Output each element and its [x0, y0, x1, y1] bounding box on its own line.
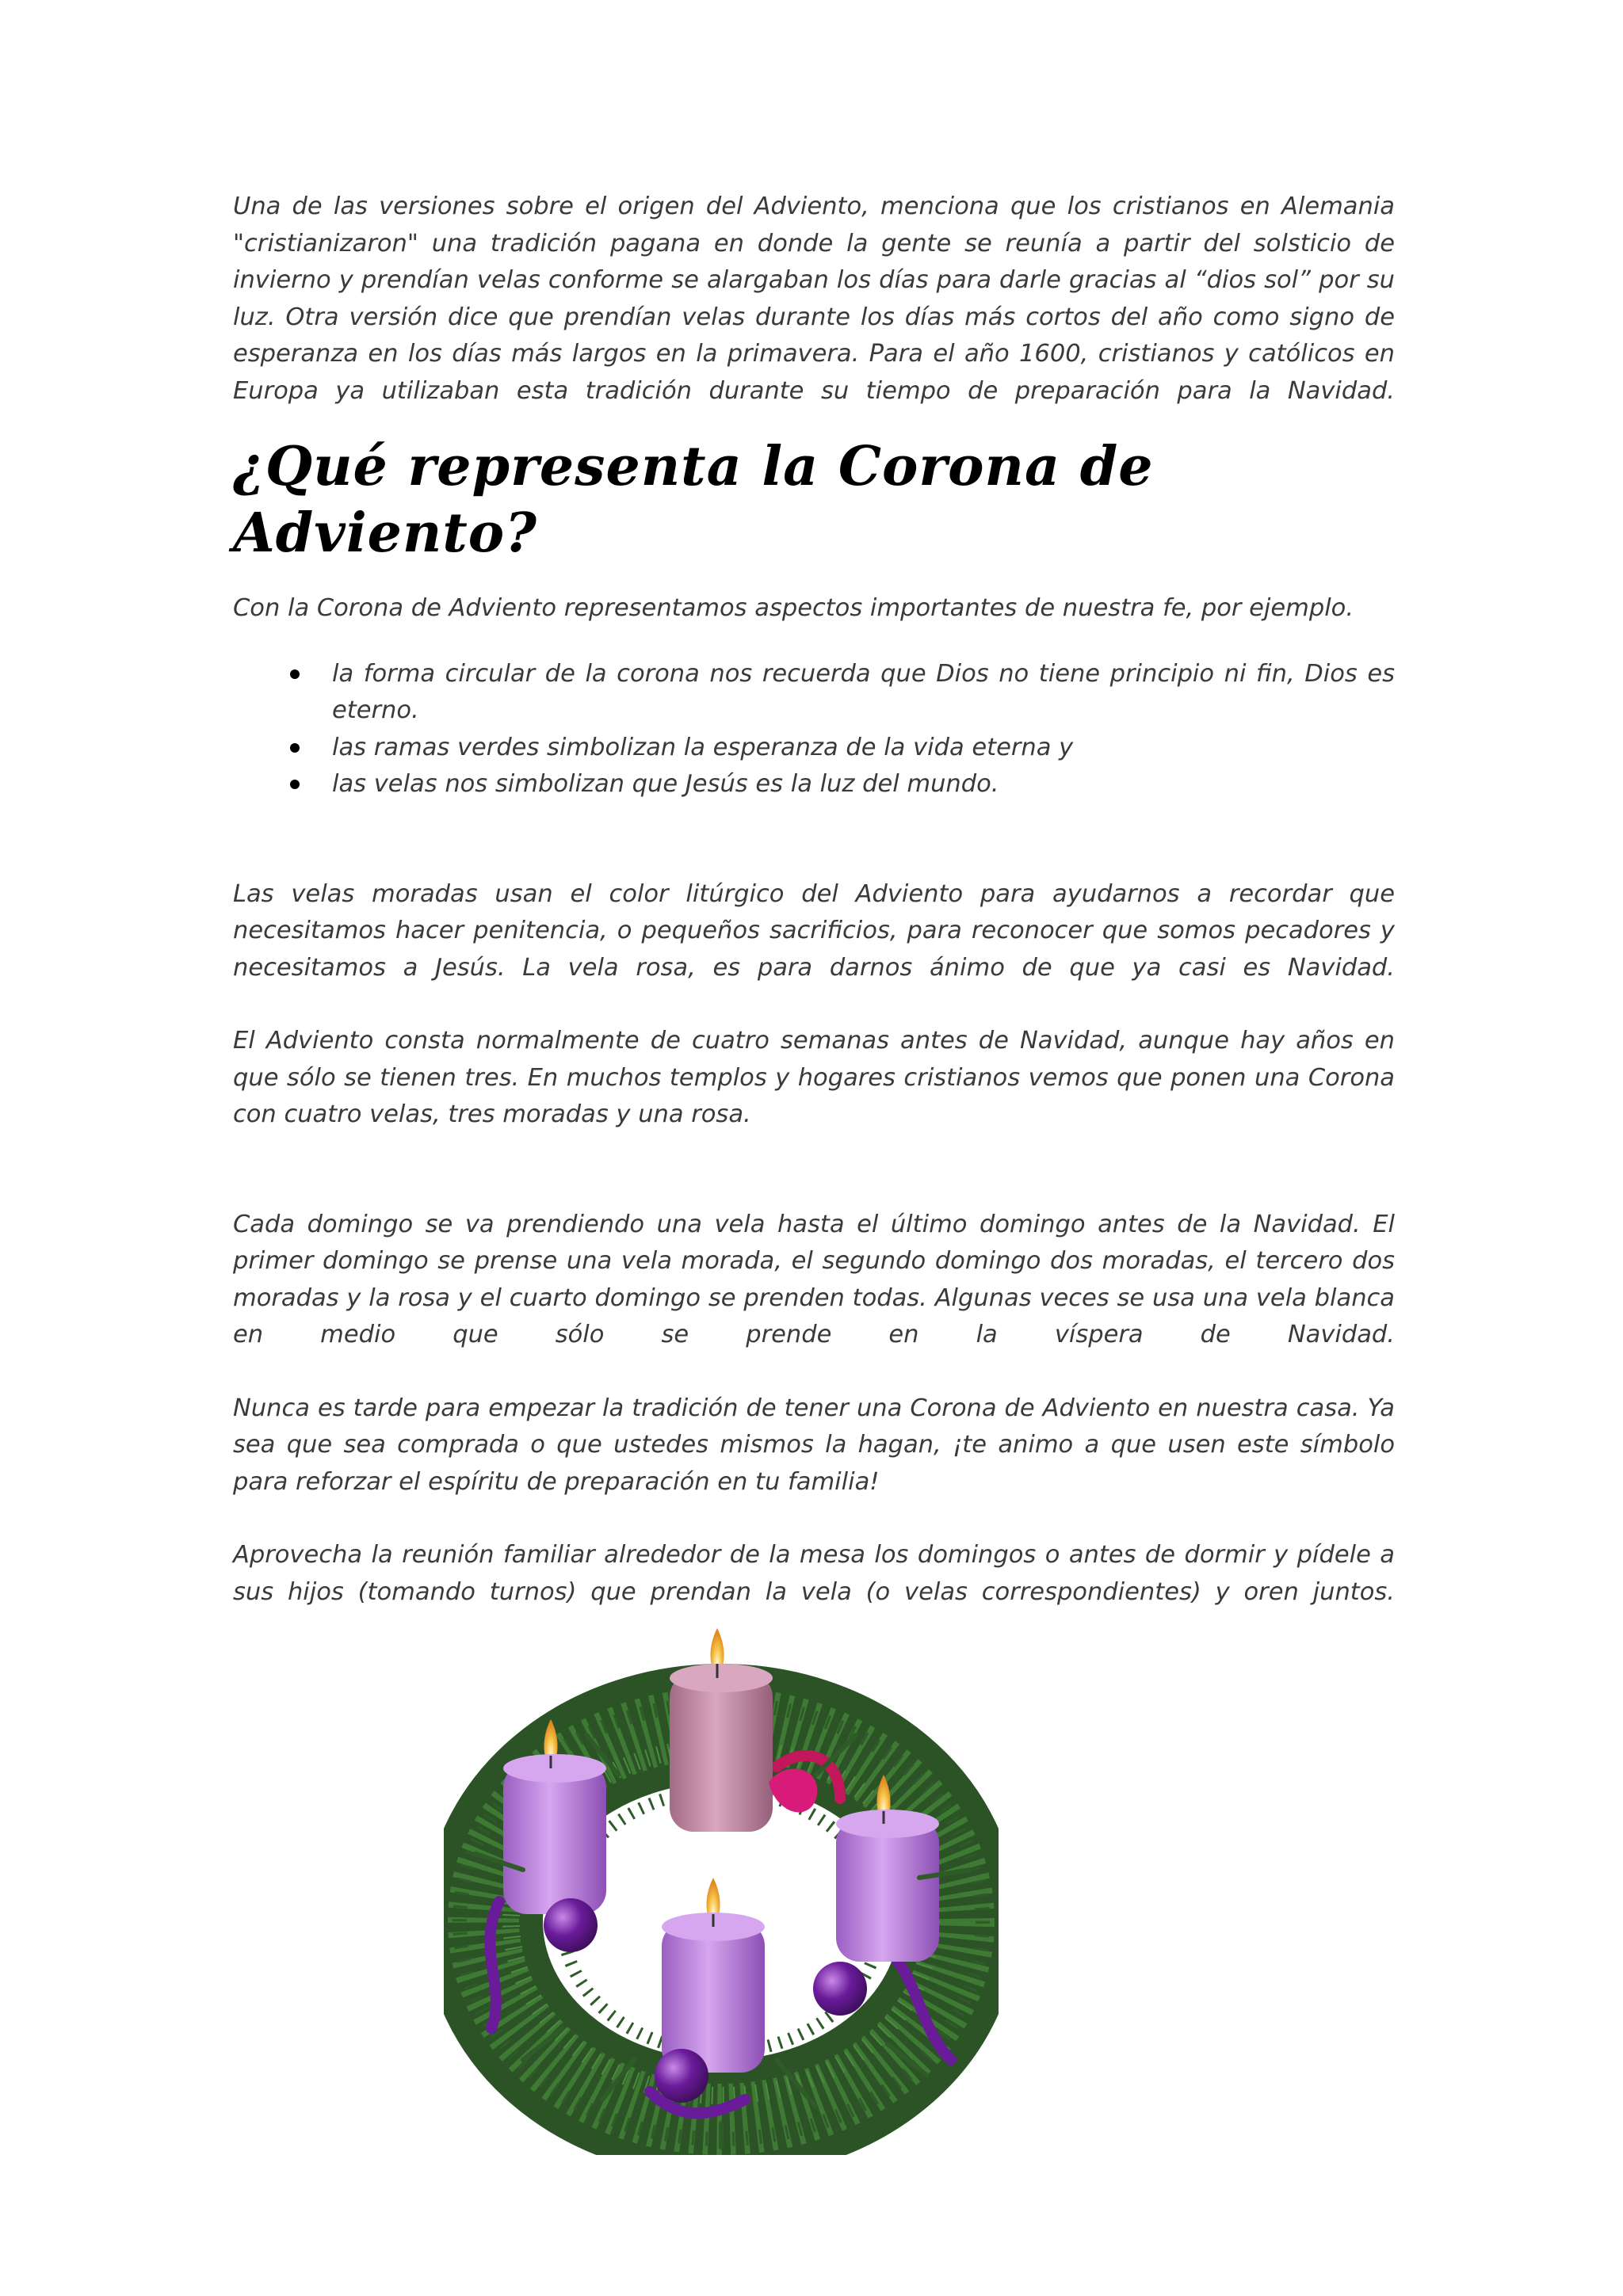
list-item-text: la forma circular de la corona nos recuerda que Dios no tiene principio ni fin, Dios es eterno. — [332, 659, 1395, 724]
paragraph-origin: Una de las versiones sobre el origen del Adviento, menciona que los cristianos en Alemania "cristianizaron" una tradición pagana en donde la gente se reunía a partir del solsticio de invierno y prendían velas conforme se alargaban los días para darle gracias al “dios sol” por su luz. Otra versión dice que prendían velas durante los días más cortos del año como signo de esperanza en los días más largos en la primavera. Para el año 1600, cristianos y católicos en Europa ya utilizaban esta tradición durante su tiempo de preparación para la Navidad. — [233, 193, 1395, 405]
list-item — [233, 766, 1395, 803]
list-item-text: las ramas verdes simbolizan la esperanza de la vida eterna y — [332, 733, 1074, 761]
list-item — [233, 656, 1395, 730]
bullet-icon — [290, 743, 300, 753]
section-heading: ¿Qué representa la Corona de Adviento? — [233, 435, 1154, 565]
list-item-text: las velas nos simbolizan que Jesús es la luz del mundo. — [332, 770, 999, 798]
paragraph-candles: Las velas moradas usan el color litúrgico del Adviento para ayudarnos a recordar que necesitamos hacer penitencia, o pequeños sacrificios, para reconocer que somos pecadores y necesitamos a Jesús. La vela rosa, es para darnos ánimo de que ya casi es Navidad. — [233, 879, 1395, 982]
advent-wreath-image — [444, 1616, 999, 2155]
bullet-icon — [290, 669, 300, 679]
bullet-icon — [290, 780, 300, 789]
paragraph-weeks: El Adviento consta normalmente de cuatro semanas antes de Navidad, aunque hay años en que sólo se tienen tres. En muchos templos y hogares cristianos vemos que ponen una Corona con cuatro velas, tres moradas y una rosa. — [233, 1027, 1395, 1128]
paragraph-tradition: Nunca es tarde para empezar la tradición de tener una Corona de Adviento en nuestra casa. Ya sea que sea comprada o que ustedes mismos la hagan, ¡te animo a que usen este símbolo para reforzar el espíritu de preparación en tu familia! — [233, 1394, 1395, 1496]
symbol-list — [233, 656, 1395, 803]
paragraph-sundays: Cada domingo se va prendiendo una vela hasta el último domingo antes de la Navidad. El primer domingo se prense una vela morada, el segundo domingo dos moradas, el tercero dos moradas y la rosa y el cuarto domingo se prenden todas. Algunas veces se usa una vela blanca en medio que sólo se prende en la víspera de Navidad. — [233, 1210, 1395, 1348]
list-item — [233, 730, 1395, 767]
pink-candle — [670, 1628, 773, 1832]
paragraph-intro: Con la Corona de Adviento representamos aspectos importantes de nuestra fe, por ejemplo. — [233, 594, 1354, 622]
document-body — [233, 189, 1395, 1611]
paragraph-family: Aprovecha la reunión familiar alrededor de la mesa los domingos o antes de dormir y pídele a sus hijos (tomando turnos) que prendan la vela (o velas correspondientes) y oren juntos. — [233, 1541, 1395, 1606]
